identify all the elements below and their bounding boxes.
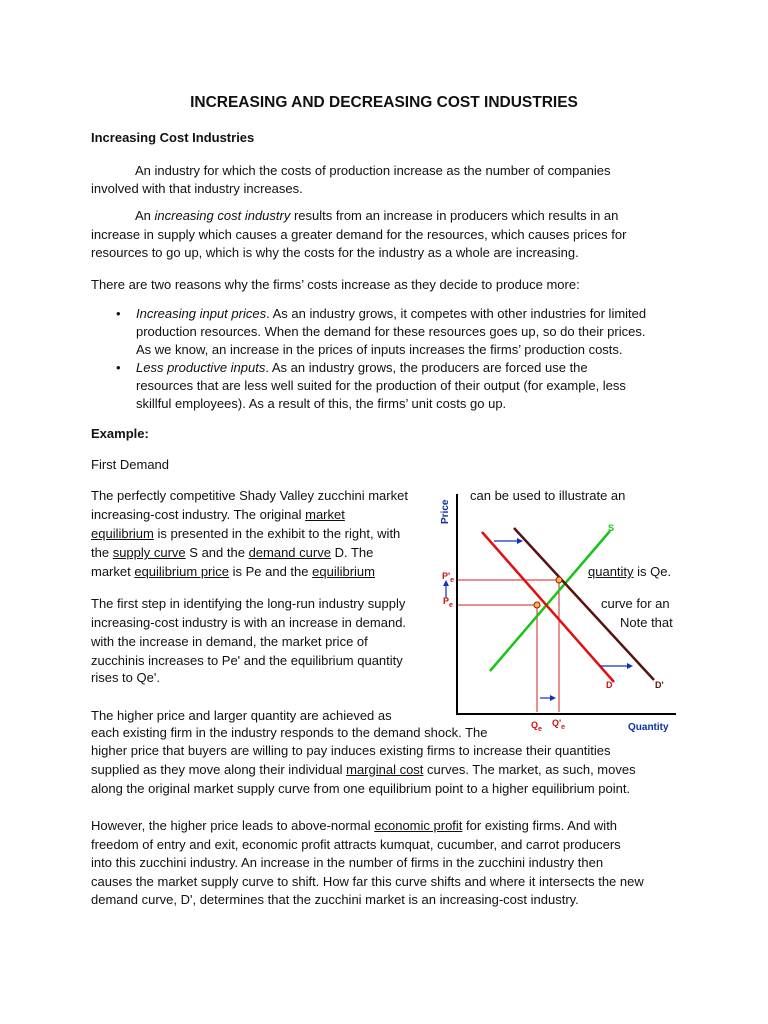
x-axis-label: Quantity — [628, 722, 669, 733]
however-line4: causes the market supply curve to shift. How far this curve shifts and where it intersects the new — [91, 874, 644, 889]
sv-line3: equilibrium is presented in the exhibit to the right, with — [91, 526, 401, 541]
link-equilibrium-2[interactable]: equilibrium — [312, 564, 375, 579]
bullet-marker: • — [116, 306, 121, 321]
sv-line2: increasing-cost industry. The original market — [91, 507, 345, 522]
bullet2-line1: Less productive inputs. As an industry grows, the producers are forced use the — [136, 360, 588, 375]
y-axis-label: Price — [440, 499, 451, 524]
supply-demand-graph — [432, 488, 678, 734]
supply-curve — [490, 531, 610, 671]
pe-prime-label: $P'_e$ — [442, 571, 455, 584]
bullet1-line1: Increasing input prices. As an industry grows, it competes with other industries for limited — [136, 306, 647, 321]
link-economic-profit[interactable]: economic profit — [374, 818, 463, 833]
link-quantity[interactable]: quantity — [588, 564, 634, 579]
pe-label: $P_e$ — [443, 596, 453, 609]
higher-line3: higher price that buyers are willing to pay induces existing firms to increase their quantities — [91, 743, 611, 758]
higher-line1: The higher price and larger quantity are achieved as — [91, 708, 392, 723]
shift-arrowhead-top — [517, 538, 523, 544]
shift-arrowhead-bottom — [627, 663, 633, 669]
bullet-marker: • — [116, 360, 121, 375]
equilibrium-point — [534, 602, 540, 608]
para2-line3: resources to go up, which is why the costs for the industry as a whole are increasing. — [91, 245, 579, 260]
link-market[interactable]: market — [305, 507, 345, 522]
first-step-line4: zucchinis increases to Pe' and the equilibrium quantity — [91, 653, 403, 668]
first-step-line2-right: Note that — [620, 615, 673, 630]
quantity-arrowhead — [550, 695, 556, 701]
link-supply-curve[interactable]: supply curve — [112, 545, 186, 560]
higher-line5: along the original market supply curve from one equilibrium point to a higher equilibrium point. — [91, 781, 631, 796]
section-heading: Increasing Cost Industries — [91, 130, 255, 145]
however-line3: into this zucchini industry. An increase in the number of firms in the zucchini industry then — [91, 855, 604, 870]
new-equilibrium-point — [556, 577, 562, 583]
link-equilibrium-price[interactable]: equilibrium price — [134, 564, 229, 579]
supply-label: S — [608, 523, 615, 533]
demand-shifted-label: D' — [655, 680, 664, 690]
sv-line5-right: quantity is Qe. — [588, 564, 672, 579]
demand-label: D — [606, 680, 613, 690]
reasons-intro: There are two reasons why the firms’ costs increase as they decide to produce more: — [91, 277, 580, 292]
bullet1-line2: production resources. When the demand for these resources goes up, so do their prices. — [136, 324, 646, 339]
sv-line4: the supply curve S and the demand curve D. The — [91, 545, 374, 560]
qe-label: $Q_e$ — [531, 720, 542, 733]
para1-line2: involved with that industry increases. — [91, 181, 303, 196]
para2-line1: An increasing cost industry results from an increase in producers which results in an — [135, 208, 619, 223]
para2-line2: increase in supply which causes a greater demand for the resources, which causes prices for — [91, 227, 627, 242]
however-line5: demand curve, D', determines that the zucchini market is an increasing-cost industry. — [91, 892, 579, 907]
term-increasing-cost-industry: increasing cost industry — [154, 208, 291, 223]
link-equilibrium[interactable]: equilibrium — [91, 526, 154, 541]
link-marginal-cost[interactable]: marginal cost — [346, 762, 424, 777]
bullet2-line2: resources that are less well suited for the production of their output (for example, less — [136, 378, 626, 393]
demand-curve — [482, 532, 614, 682]
first-demand-label: First Demand — [91, 457, 170, 472]
link-demand-curve[interactable]: demand curve — [248, 545, 331, 560]
example-heading: Example: — [91, 426, 149, 441]
first-step-line1-right: curve for an — [601, 596, 670, 611]
para1-line1: An industry for which the costs of production increase as the number of companies — [135, 163, 611, 178]
however-line1: However, the higher price leads to above-normal economic profit for existing firms. And with — [91, 818, 618, 833]
sv-line1-right: can be used to illustrate an — [470, 488, 626, 503]
sv-line1: The perfectly competitive Shady Valley zucchini market — [91, 488, 408, 503]
first-step-line1: The first step in identifying the long-run industry supply — [91, 596, 406, 611]
page-title: INCREASING AND DECREASING COST INDUSTRIES — [190, 94, 578, 111]
first-step-line3: with the increase in demand, the market price of — [91, 634, 368, 649]
however-line2: freedom of entry and exit, economic profit attracts kumquat, cucumber, and carrot producers — [91, 837, 621, 852]
bullet1-line3: As we know, an increase in the prices of inputs increases the firms’ production costs. — [136, 342, 623, 357]
first-step-line2: increasing-cost industry is with an increase in demand. — [91, 615, 407, 630]
qe-prime-label: $Q'_e$ — [552, 718, 566, 731]
first-step-line5: rises to Qe'. — [91, 670, 160, 685]
higher-line4: supplied as they move along their individual marginal cost curves. The market, as such, moves — [91, 762, 636, 777]
sv-line5: market equilibrium price is Pe and the equilibrium — [91, 564, 375, 579]
bullet2-line3: skillful employees). As a result of this, the firms’ unit costs go up. — [136, 396, 507, 411]
higher-line2: each existing firm in the industry responds to the demand shock. The — [91, 725, 488, 740]
